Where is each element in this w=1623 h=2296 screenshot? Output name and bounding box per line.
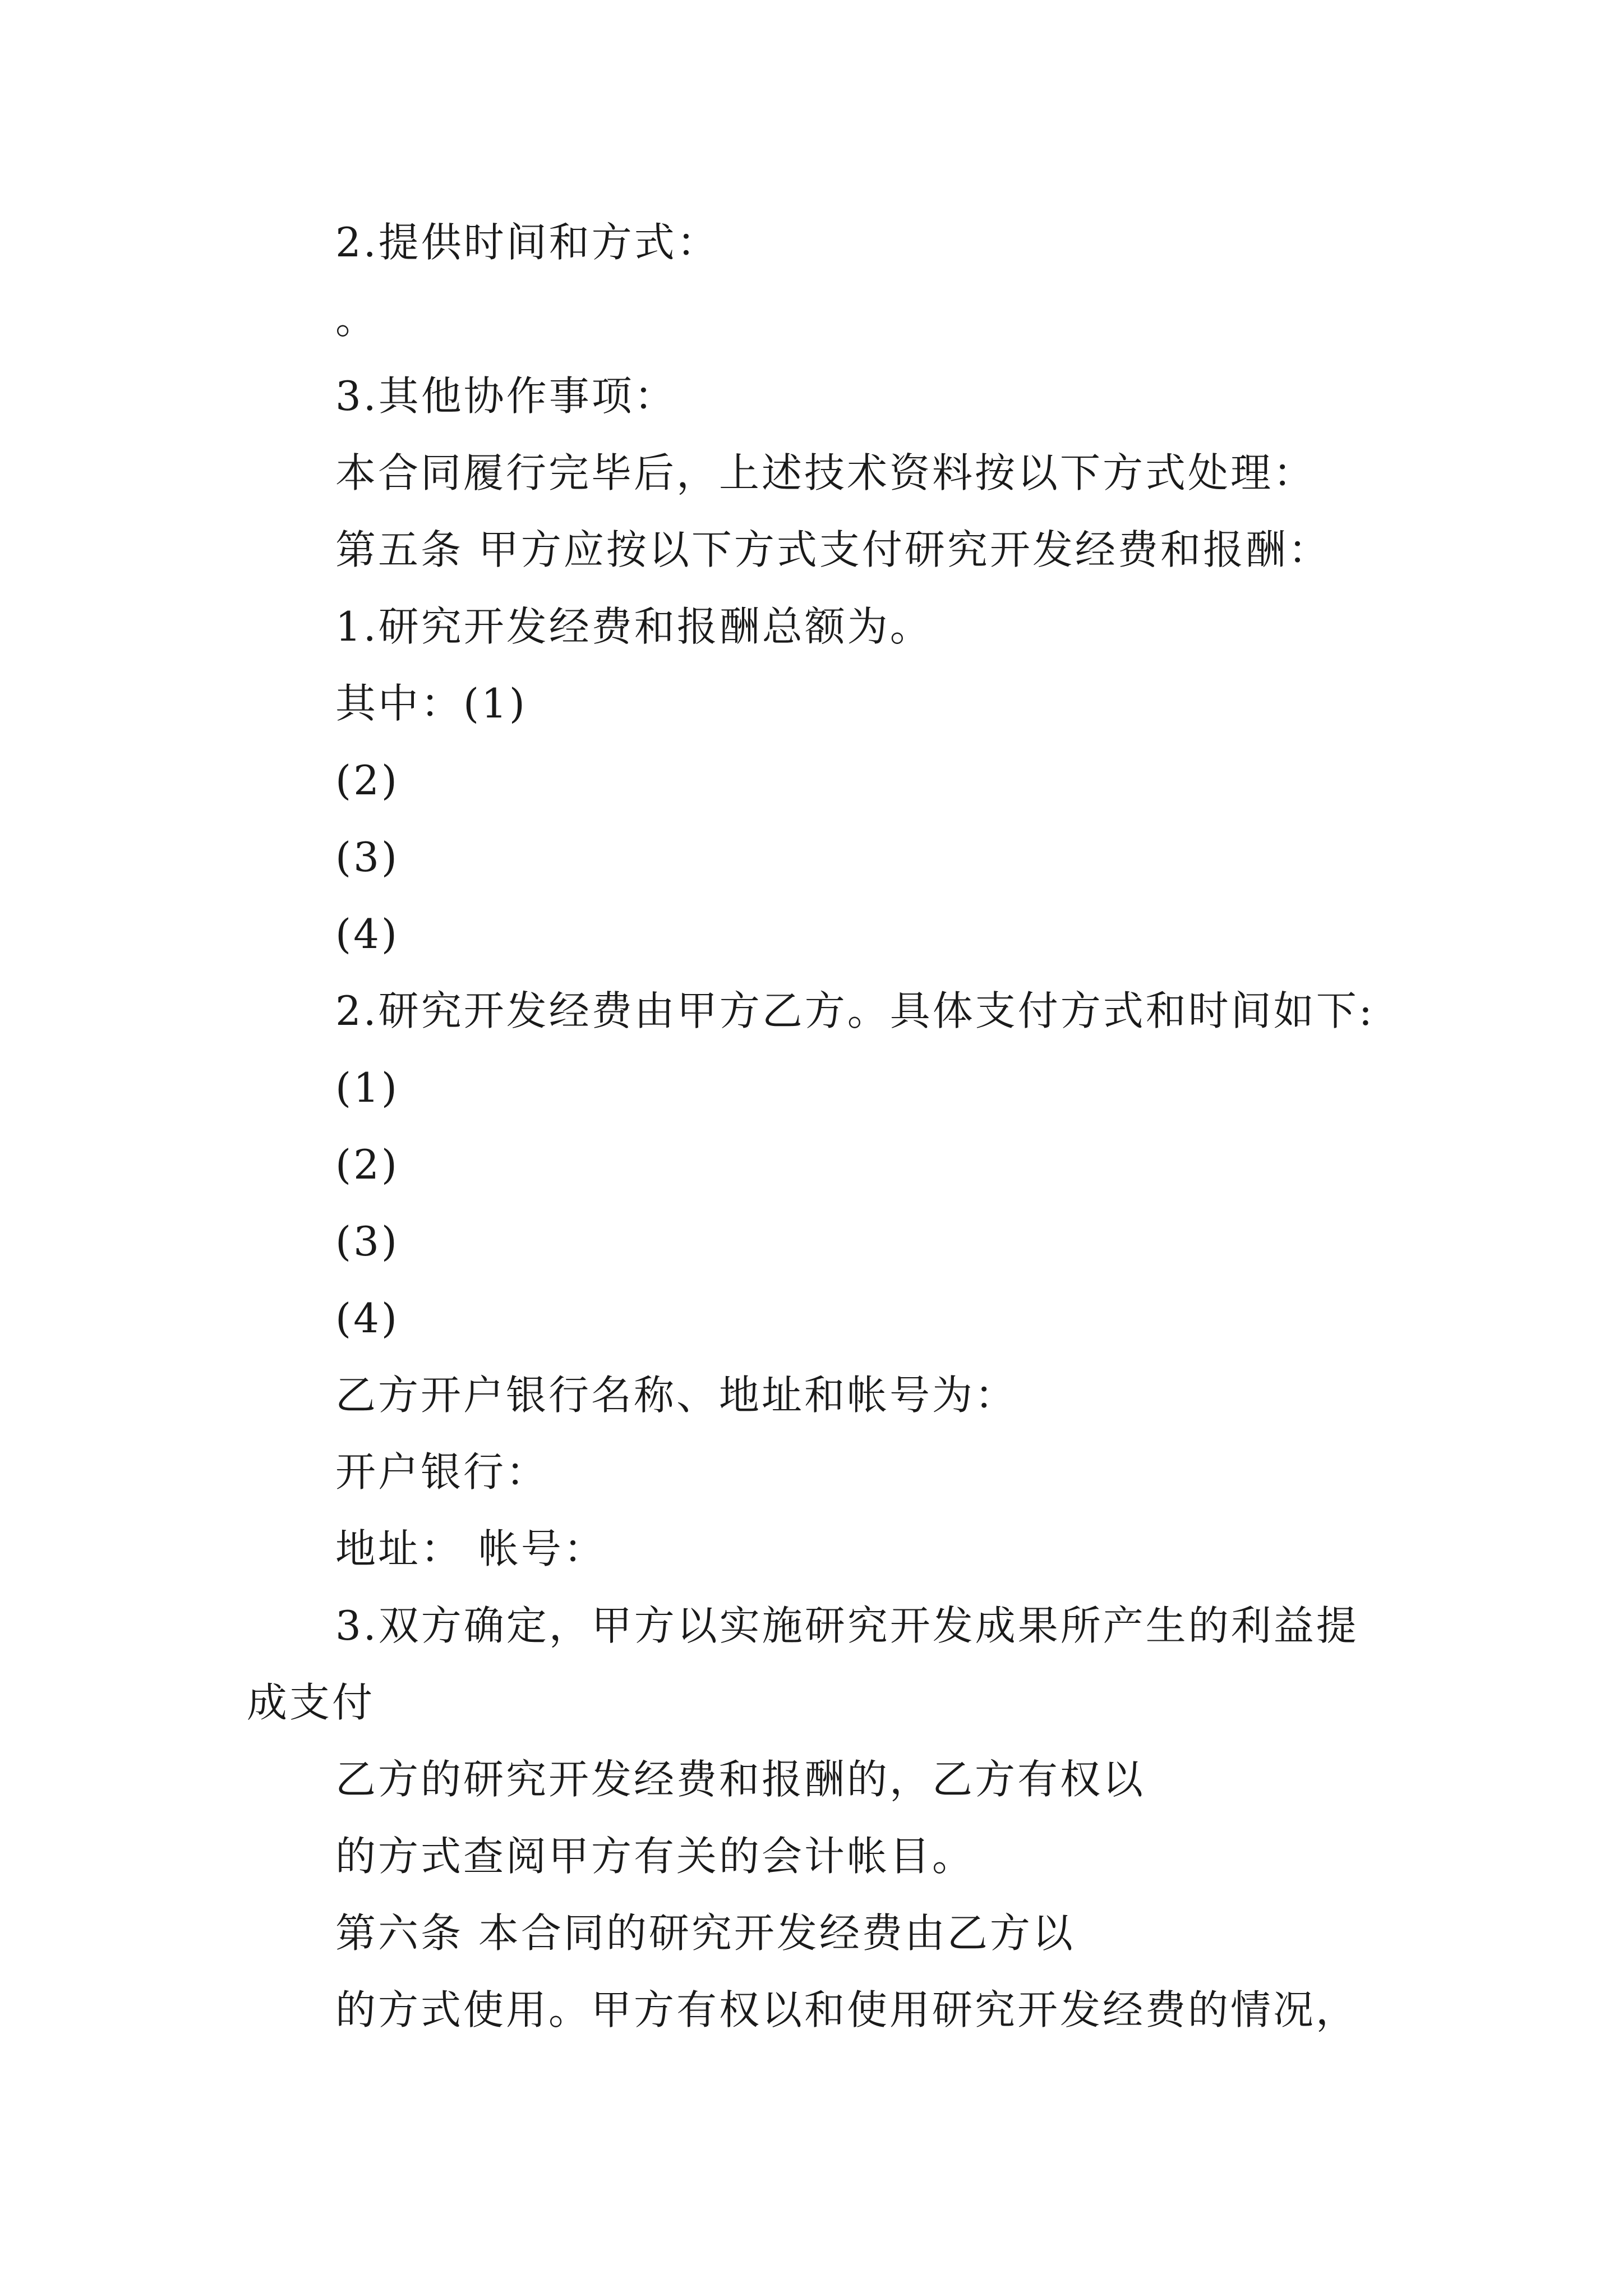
text-line: 。 [335,296,379,343]
text-line: 乙方开户银行名称、地址和帐号为： [335,1372,1018,1419]
text-line: 第六条 本合同的研究开发经费由乙方以 [335,1910,1075,1957]
text-line: (2) [335,757,399,804]
text-line: 的方式查阅甲方有关的会计帐目。 [335,1833,975,1880]
text-line: 成支付 [247,1679,375,1726]
text-line: (1) [335,1064,399,1111]
text-line: (4) [335,1295,399,1342]
text-line: 2.研究开发经费由甲方乙方。具体支付方式和时间如下: [335,987,1375,1034]
text-line: (4) [335,910,399,958]
text-line: (2) [335,1141,399,1188]
text-line: 3.其他协作事项： [335,372,677,420]
text-line: 1.研究开发经费和报酬总额为。 [335,603,933,650]
text-line: 开户银行： [335,1448,549,1496]
text-line: (3) [335,834,399,881]
text-line: 的方式使用。甲方有权以和使用研究开发经费的情况， [335,1986,1359,2033]
text-line: 2.提供时间和方式： [335,219,720,266]
text-line: (3) [335,1218,399,1265]
text-line: 其中：(1) [335,680,527,727]
text-line: 本合同履行完毕后，上述技术资料按以下方式处理： [335,449,1316,496]
text-line: 3.双方确定，甲方以实施研究开发成果所产生的利益提 [335,1602,1359,1649]
text-line: 乙方的研究开发经费和报酬的，乙方有权以 [335,1756,1146,1803]
text-line: 地址： 帐号： [335,1525,606,1572]
text-line: 第五条 甲方应按以下方式支付研究开发经费和报酬： [335,526,1331,573]
